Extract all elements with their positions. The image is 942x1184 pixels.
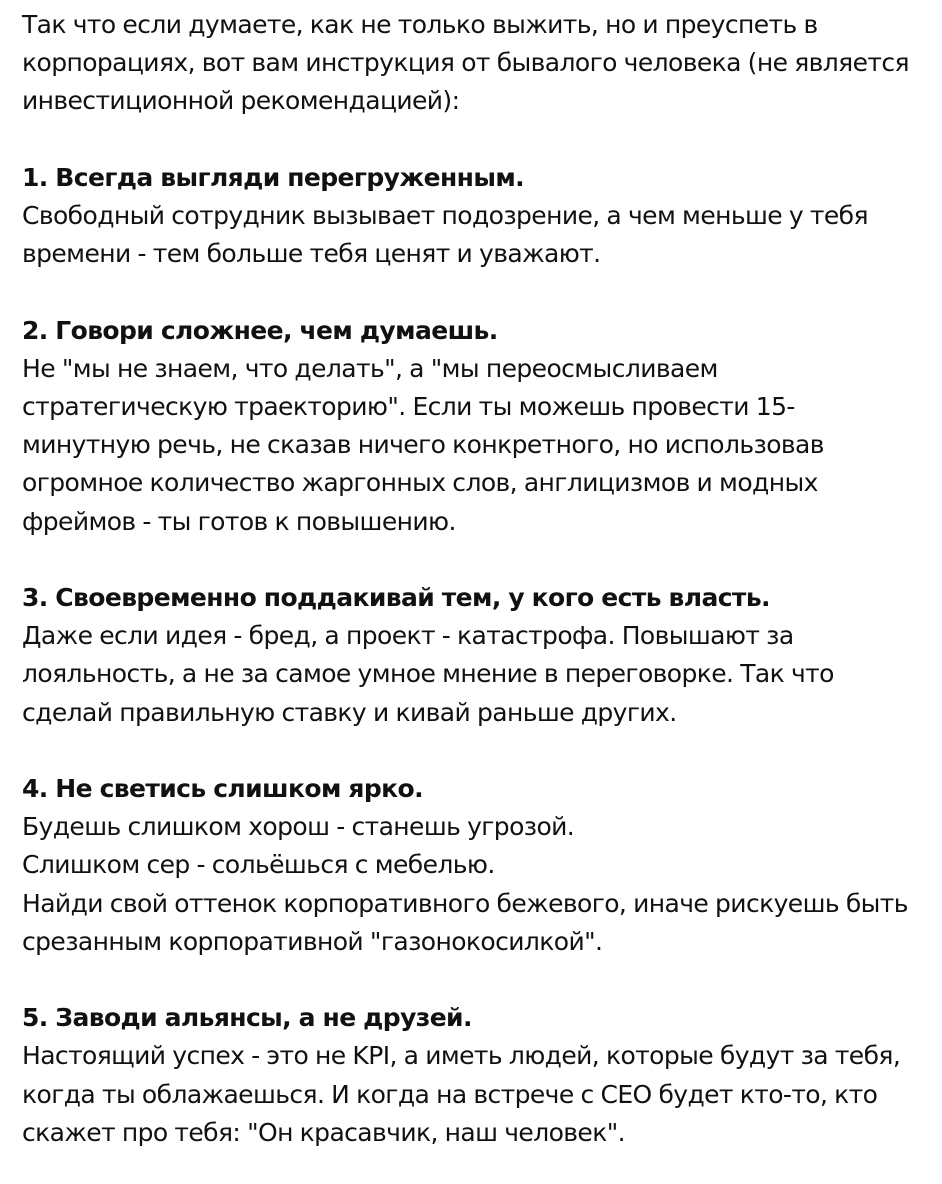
section-heading: 5. Заводи альянсы, а не друзей. [22, 1003, 472, 1033]
section-text: Слишком сер - сольёшься с мебелью. [22, 850, 495, 880]
section-text: Найди свой оттенок корпоративного бежевого, иначе рискуешь быть срезанным корпоративной "газонокосилкой". [22, 888, 908, 956]
section-heading: 4. Не светись слишком ярко. [22, 774, 423, 803]
section-heading: 1. Всегда выгляди перегруженным. [22, 162, 525, 192]
section-2 [22, 312, 920, 541]
section-4 [22, 770, 920, 961]
section-3 [22, 579, 920, 732]
section-text: Настоящий успех - это не KPI, а иметь людей, которые будут за тебя, когда ты облажаешься. И когда на встрече с CEO будет кто-то, кто скажет про тебя: "Он красавчик, наш человек". [22, 1041, 901, 1147]
section-heading: 3. Своевременно поддакивай тем, у кого есть власть. [22, 583, 770, 612]
section-1 [22, 159, 920, 274]
section-heading: 2. Говори сложнее, чем думаешь. [22, 315, 498, 345]
intro-paragraph: Так что если думаете, как не только выжить, но и преуспеть в корпорациях, вот вам инструкция от бывалого человека (не является инвестиционной рекомендацией): [22, 10, 909, 116]
section-text: Свободный сотрудник вызывает подозрение, а чем меньше у тебя времени - тем больше тебя ценят и уважают. [22, 201, 868, 269]
section-text: Будешь слишком хорош - станешь угрозой. [22, 812, 575, 842]
section-text: Даже если идея - бред, а проект - катастрофа. Повышают за лояльность, а не за самое умное мнение в переговорке. Так что сделай правильную ставку и кивай раньше других. [22, 621, 834, 727]
section-text: Не "мы не знаем, что делать", а "мы переосмысливаем стратегическую траекторию". Если ты можешь провести 15-минутную речь, не сказав ничего конкретного, но использовав огромное количество жаргонных слов, англицизмов и модных фреймов - ты готов к повышению. [22, 353, 824, 536]
section-5 [22, 999, 920, 1152]
